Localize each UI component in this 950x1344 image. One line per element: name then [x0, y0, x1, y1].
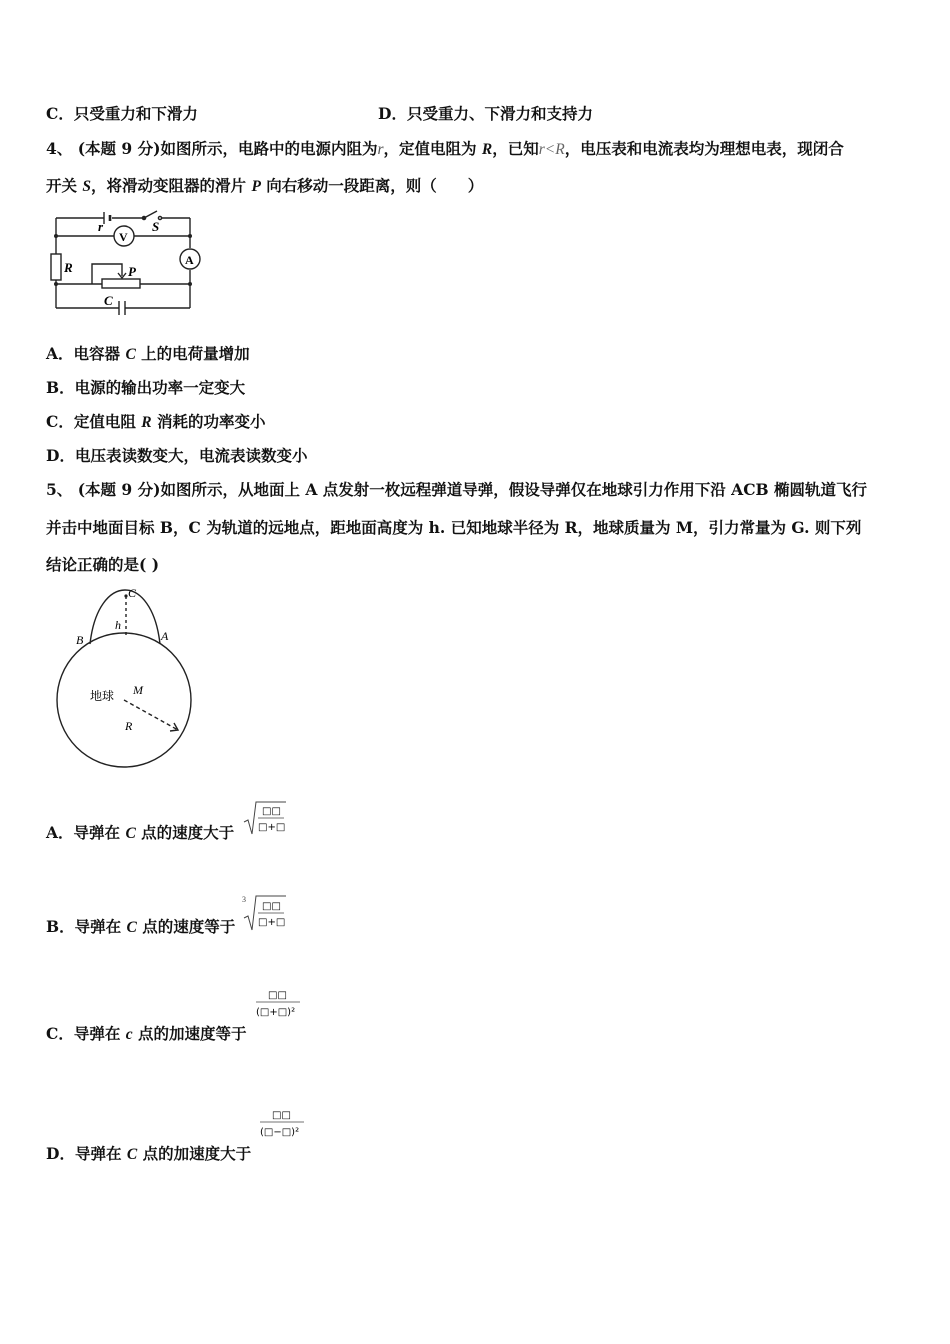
label-M: M	[133, 683, 143, 697]
option-letter: B．	[46, 917, 75, 936]
q4-condition: r<R	[538, 141, 565, 158]
option-text: 导弹在	[74, 1144, 127, 1163]
option-symbol: C	[126, 919, 137, 936]
q4-option-c	[46, 410, 266, 432]
q4-text-b: ，定值电阻为	[383, 139, 482, 158]
q4-sym-S: S	[82, 178, 92, 195]
fraction-numerator: □□	[272, 1110, 291, 1121]
option-c-prev: C．只受重力和下滑力	[46, 104, 198, 123]
option-letter: B．	[46, 378, 75, 397]
option-text: 点的速度等于	[136, 917, 236, 936]
fraction-denominator: □+□	[258, 917, 286, 928]
label-S: S	[152, 219, 160, 234]
label-C: C	[104, 293, 113, 308]
label-h: h	[115, 618, 121, 632]
label-r: r	[98, 219, 104, 234]
label-R: R	[64, 260, 73, 275]
option-text: 电容器	[73, 344, 126, 363]
option-symbol: C	[125, 825, 136, 842]
option-letter: D．	[46, 446, 75, 465]
option-text: 导弹在	[74, 917, 127, 936]
q4-text-e: 开关	[46, 176, 83, 195]
q5-line3: 结论正确的是( )	[46, 555, 160, 574]
q4-text-a: (本题 9 分)如图所示，电路中的电源内阻为	[77, 139, 378, 158]
option-symbol: C	[125, 346, 136, 363]
q4-option-a	[46, 342, 250, 364]
option-letter: A．	[46, 823, 74, 842]
q5-text-1: (本题 9 分)如图所示，从地面上 A 点发射一枚远程弹道导弹，假设导弹仅在地球引力作用下沿 ACB 椭圆轨道飞行	[77, 480, 868, 499]
fraction-denominator: □+□	[258, 822, 286, 833]
label-A: A	[161, 629, 169, 643]
option-text: 点的速度大于	[135, 823, 235, 842]
fraction-numerator: □□	[268, 990, 287, 1001]
q4-text-f: ，将滑动变阻器的滑片	[91, 176, 252, 195]
option-text: 导弹在	[73, 823, 126, 842]
label-V: V	[119, 230, 128, 244]
fraction-formula-c	[252, 986, 304, 1020]
fraction-denominator: (□+□)²	[256, 1007, 296, 1018]
option-letter: C．	[46, 1024, 74, 1043]
fraction-numerator: □□	[262, 901, 281, 912]
label-B: B	[76, 633, 84, 647]
label-earth: 地球	[90, 689, 115, 703]
q5-number: 5、	[46, 480, 73, 499]
q4-sym-R: R	[481, 141, 493, 158]
label-A: A	[185, 253, 194, 267]
option-text: 电压表读数变大，电流表读数变小	[74, 446, 308, 465]
q4-sym-r: r	[377, 141, 384, 158]
orbit-diagram	[40, 584, 200, 774]
root-index: 3	[242, 895, 246, 904]
q4-option-d	[46, 444, 307, 466]
q4-text-c: ，已知	[492, 139, 539, 158]
fraction-numerator: □□	[262, 806, 281, 817]
sqrt-formula-a	[242, 798, 288, 838]
q5-option-b	[46, 915, 235, 937]
option-text: 导弹在	[73, 1024, 126, 1043]
option-text: 定值电阻	[73, 412, 142, 431]
option-text: 点的加速度大于	[137, 1144, 252, 1163]
q4-text-g: 向右移动一段距离，则（ ）	[260, 176, 484, 195]
q5-option-c	[46, 1022, 247, 1044]
option-text: 上的电荷量增加	[135, 344, 250, 363]
option-text: 电源的输出功率一定变大	[74, 378, 246, 397]
q5-line1	[46, 478, 867, 500]
option-symbol: C	[126, 1146, 138, 1163]
option-symbol: R	[141, 414, 152, 431]
q4-text-d: ，电压表和电流表均为理想电表，现闭合	[564, 139, 844, 158]
q4-number: 4、	[46, 139, 73, 158]
q4-option-b	[46, 376, 245, 398]
option-symbol: c	[125, 1026, 133, 1043]
q5-option-d	[46, 1142, 251, 1164]
circuit-diagram	[44, 206, 204, 326]
q4-line1	[46, 137, 844, 159]
q4-line2	[46, 174, 483, 196]
label-C: C	[128, 586, 137, 600]
option-text: 消耗的功率变小	[151, 412, 266, 431]
cuberoot-formula-b	[238, 890, 288, 934]
q5-option-a	[46, 821, 234, 843]
option-text: 点的加速度等于	[132, 1024, 247, 1043]
q5-line2: 并击中地面目标 B，C 为轨道的远地点，距地面高度为 h. 已知地球半径为 R，地球质量为 M，引力常量为 G. 则下列	[46, 518, 862, 537]
fraction-formula-d	[256, 1106, 308, 1140]
q4-sym-P: P	[251, 178, 261, 195]
option-letter: D．	[46, 1144, 75, 1163]
option-d-prev: D．只受重力、下滑力和支持力	[378, 104, 593, 123]
label-R: R	[125, 719, 133, 733]
label-P: P	[128, 264, 136, 279]
option-letter: A．	[46, 344, 74, 363]
fraction-denominator: (□−□)²	[260, 1127, 300, 1138]
option-letter: C．	[46, 412, 74, 431]
